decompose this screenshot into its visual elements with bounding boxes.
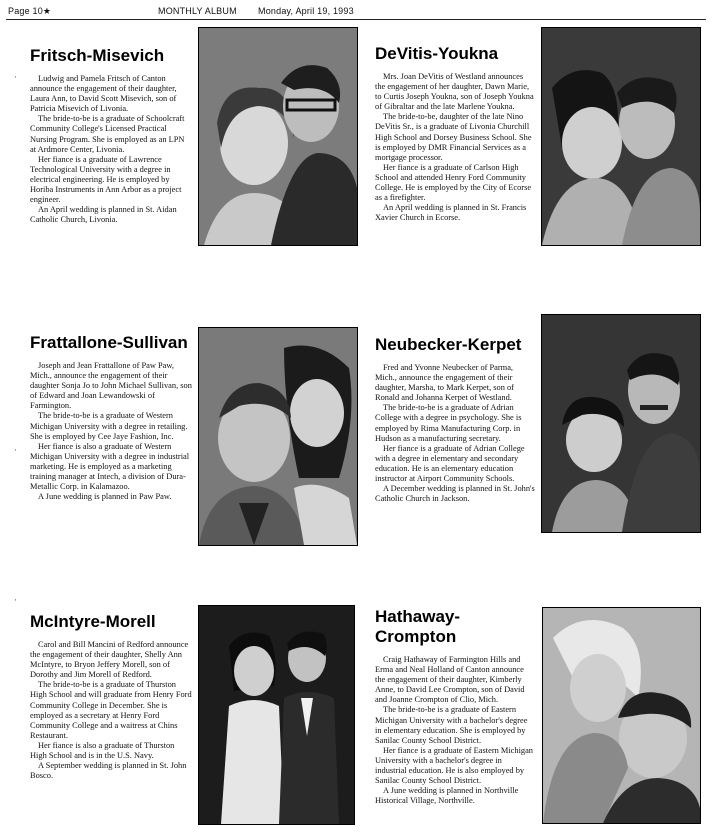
couple-photo xyxy=(198,327,358,546)
announcement-body xyxy=(30,361,192,502)
announcement-body xyxy=(30,640,192,781)
paragraph: Mrs. Joan DeVitis of Westland announces the engagement of her daughter, Dawn Marie, to Curtis Joseph Youkna, son of Joseph Youkna of Gibraltar and the late Marlene Youkna. xyxy=(375,72,534,112)
announcement-body xyxy=(375,655,535,806)
announcement-frattallone-sullivan xyxy=(30,333,192,502)
scan-mark: · xyxy=(14,445,17,455)
paragraph: Her fiance is a graduate of Lawrence Technological University with a degree in electrical engineering. He is employed by Horiba Instruments in Ann Arbor as a project engineer. xyxy=(30,154,182,205)
issue-date: Monday, April 19, 1993 xyxy=(258,6,354,16)
announcement-body xyxy=(30,74,192,225)
paragraph: Her fiance is a graduate of Eastern Michigan University with a bachelor's degree in industrial education. He is also employed by Sanilac County School District. xyxy=(375,745,533,786)
paragraph: The bride-to-be is a graduate of Schoolcraft Community College's Licensed Practical Nursing Program. She is employed as an LPN at Ardmore Center, Livonia. xyxy=(30,114,185,154)
announcement-title: Fritsch-Misevich xyxy=(30,46,165,65)
paragraph: Her fiance is also a graduate of Western Michigan University with a degree in industrial marketing. He is employed as a marketing training manager at Intech, a division of Dura-Metallic Corp. in Kalamazoo. xyxy=(30,441,190,492)
paragraph: Carol and Bill Mancini of Redford announce the engagement of their daughter, Shelly Ann McIntyre, to Bryon Jeffery Morell, son of Dorothy and Jim Morell of Redford. xyxy=(30,640,189,680)
couple-photo xyxy=(542,607,701,824)
paragraph: Her fiance is also a graduate of Thurston High School and is in the U.S. Navy. xyxy=(30,740,175,761)
scan-mark: · xyxy=(14,72,17,82)
announcement-neubecker-kerpet xyxy=(375,335,535,504)
paragraph: Her fiance is a graduate of Carlson High School and attended Henry Ford Community College. He is employed by the City of Ecorse as a firefighter. xyxy=(375,162,532,203)
paragraph: The bride-to-be is a graduate of Eastern Michigan University with a bachelor's degree in elementary education. She is employed by Sanilac County School District. xyxy=(375,705,528,745)
paragraph: The bride-to-be, daughter of the late Nino DeVitis Sr., is a graduate of Livonia Churchill High School and Dorsey Business School. She is employed by DMR Financial Services as a mortgage processor. xyxy=(375,112,532,162)
paragraph: The bride-to-be is a graduate of Adrian College with a degree in psychology. She is employed by Rima Manufacturing Corp. in Hudson as a manufacturing secretary. xyxy=(375,403,522,443)
paragraph: Fred and Yvonne Neubecker of Parma, Mich., announce the engagement of their daughter, Marsha, to Mark Kerpet, son of Ronald and Johanna Kerpet of Westland. xyxy=(375,363,514,403)
section-name: MONTHLY ALBUM xyxy=(158,6,237,16)
page-header xyxy=(0,0,716,22)
announcement-body xyxy=(375,72,535,223)
couple-photo xyxy=(198,27,358,246)
announcement-devitis-youkna xyxy=(375,44,535,223)
announcement-title: Frattallone-Sullivan xyxy=(30,333,188,352)
header-rule xyxy=(6,19,706,20)
scan-mark: · xyxy=(14,595,17,605)
paragraph: An April wedding is planned in St. Francis Xavier Church in Ecorse. xyxy=(375,203,527,223)
announcement-title: Hathaway-Crompton xyxy=(375,607,461,646)
paragraph: The bride-to-be is a graduate of Western Michigan University with a degree in retailing. She is employed by Cee Jaye Fashion, Inc. xyxy=(30,411,188,441)
couple-photo xyxy=(541,27,701,246)
paragraph: Ludwig and Pamela Fritsch of Canton announce the engagement of their daughter, Laura Ann, to David Scott Misevich, son of Patricia Misevich of Livonia. xyxy=(30,74,177,114)
announcement-hathaway-crompton xyxy=(375,607,535,806)
paragraph: The bride-to-be is a graduate of Thurston High School and will graduate from Henry Ford Community College in December. She is employed as a secretary at Henry Ford Community College and a waitress at Chins Restaurant. xyxy=(30,680,192,740)
announcement-mcintyre-morell xyxy=(30,612,192,781)
paragraph: Her fiance is a graduate of Adrian College with a degree in elementary and secondary education. He is an elementary education instructor at Airport Community Schools. xyxy=(375,443,525,484)
announcement-fritsch-misevich xyxy=(30,46,192,225)
paragraph: Craig Hathaway of Farmington Hills and Erma and Neal Holland of Canton announce the engagement of their daughter, Kimberly Anne, to David Lee Crompton, son of David and Joanne Crompton of Clio, Mich. xyxy=(375,655,525,705)
announcement-title: Neubecker-Kerpet xyxy=(375,335,522,354)
paragraph: An April wedding is planned in St. Aidan Catholic Church, Livonia. xyxy=(30,205,177,225)
page-number: Page 10★ xyxy=(8,6,52,16)
paragraph: Joseph and Jean Frattallone of Paw Paw, Mich., announce the engagement of their daughter Sonja Jo to John Michael Sullivan, son of Edward and Joan Lewandowski of Farmington. xyxy=(30,361,192,411)
paragraph: A June wedding is planned in Northville Historical Village, Northville. xyxy=(375,786,519,806)
paragraph: A June wedding is planned in Paw Paw. xyxy=(38,492,172,502)
couple-photo xyxy=(541,314,701,533)
couple-photo xyxy=(198,605,355,825)
announcement-body xyxy=(375,363,535,504)
announcement-title: DeVitis-Youkna xyxy=(375,44,499,63)
announcement-title: McIntyre-Morell xyxy=(30,612,156,631)
paragraph: A September wedding is planned in St. John Bosco. xyxy=(30,761,187,781)
paragraph: A December wedding is planned in St. John's Catholic Church in Jackson. xyxy=(375,484,535,504)
